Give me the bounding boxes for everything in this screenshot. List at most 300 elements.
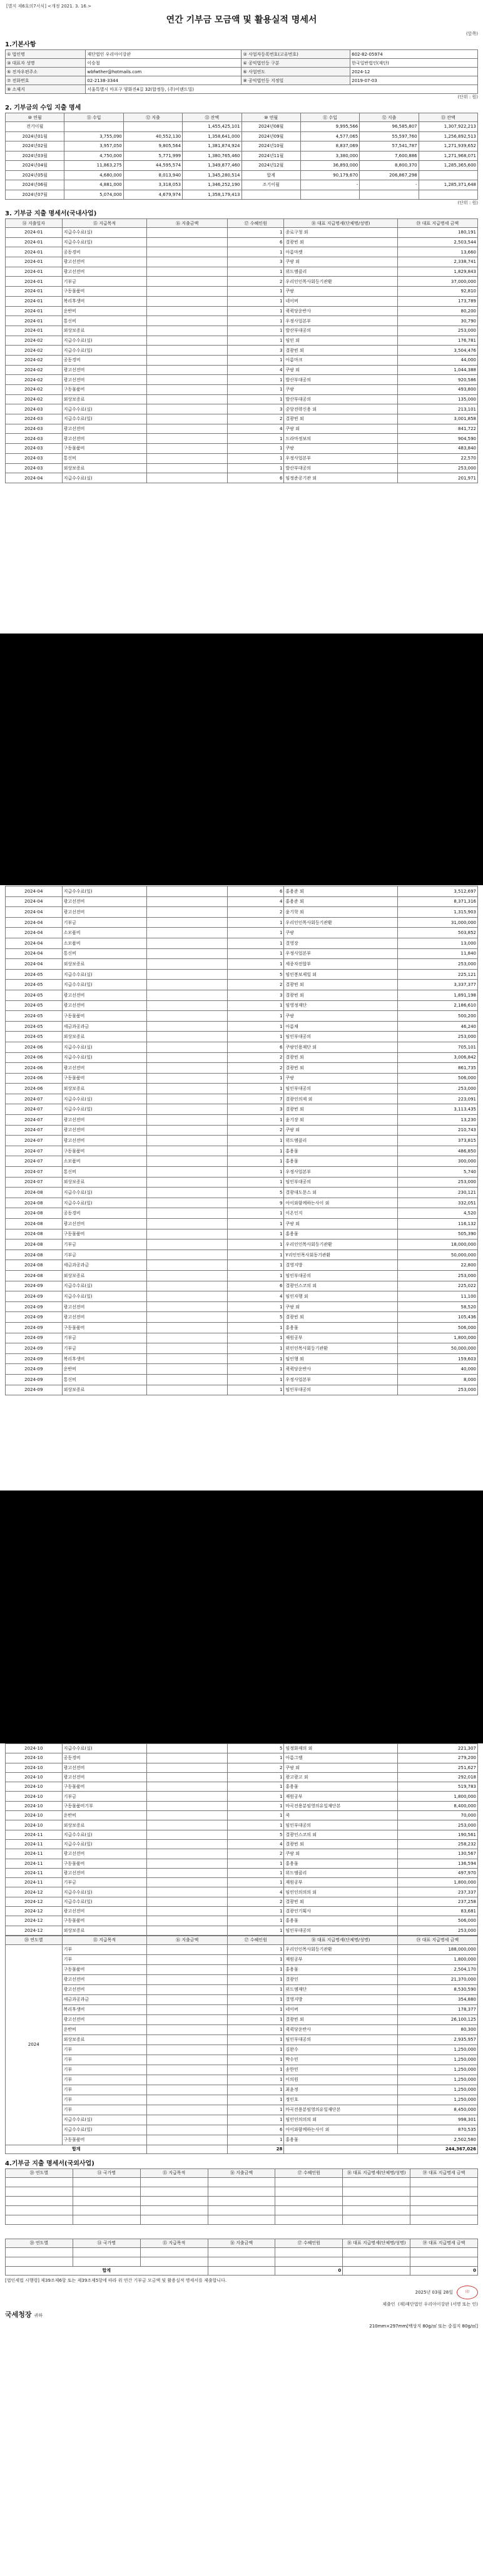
expense-purpose: 통신비 (62, 948, 147, 959)
summary-purpose: 광고선전비 (62, 1974, 147, 1984)
expense-amount (147, 346, 227, 356)
expense-purpose: 지급수수료(실) (62, 1744, 147, 1753)
summary-header-0: ⑳ 연도별 (6, 1936, 63, 1944)
expense-amount (147, 1385, 227, 1395)
payee-amount: 1,800,000 (397, 1333, 477, 1343)
summary-row (6, 2065, 478, 2075)
expense-purpose: 지급수수료(일) (62, 1198, 147, 1208)
table-row (6, 346, 478, 356)
beneficiary-count: 1 (227, 1301, 284, 1312)
expense-date: 2024-11 (6, 1859, 63, 1868)
summary-payee: 이의원 (284, 2075, 397, 2085)
payee-name: 결광빈 외 (284, 1312, 397, 1323)
beneficiary-count: 4 (227, 365, 284, 375)
expense-purpose: 지급수수료(실) (62, 336, 147, 346)
basic-label: ③ 대표자 성명 (6, 59, 86, 68)
beneficiary-count: 1 (227, 434, 284, 444)
summary-row (6, 2014, 478, 2024)
payee-amount: 237,337 (397, 1887, 477, 1897)
payee-amount: 135,000 (397, 394, 477, 404)
table-row (6, 414, 478, 424)
beneficiary-count: 1 (227, 247, 284, 257)
beneficiary-count: 3 (227, 257, 284, 267)
table-row (6, 1291, 478, 1302)
beneficiary-count: 1 (227, 928, 284, 938)
expense-amount (147, 1782, 227, 1792)
income-expense-table (5, 113, 478, 200)
expense-purpose: 지급수수료(실) (62, 1830, 147, 1839)
basic-row (6, 50, 478, 59)
table-row (6, 1125, 478, 1136)
payee-name: 쿠팡 외 (284, 1849, 397, 1859)
summary-payee-amount: 178,377 (397, 2004, 477, 2014)
income-cell: 9,805,564 (123, 141, 182, 151)
expense-purpose: 구동물품비 (62, 1073, 147, 1084)
payee-amount: 237,258 (397, 1897, 477, 1906)
payee-amount: 3,113,435 (397, 1104, 477, 1115)
expense-amount (147, 365, 227, 375)
domestic-summary-table (5, 1936, 478, 2154)
income-cell (64, 122, 123, 132)
payee-name: 홍용물 (284, 1782, 397, 1792)
table-row (6, 1887, 478, 1897)
redaction-band-2 (0, 1491, 483, 1743)
table-row (6, 1782, 478, 1792)
payee-amount: 180,191 (397, 228, 477, 238)
domestic-header-4: ⑱ 대표 지급명세(단체명/성명) (284, 219, 397, 228)
expense-amount (147, 287, 227, 297)
table-row (6, 1916, 478, 1926)
foreign-expense-table (5, 2168, 478, 2225)
expense-purpose: 광고선전비 (62, 375, 147, 385)
income-cell: 4,750,000 (64, 151, 123, 161)
foreign-cell (140, 2247, 208, 2257)
payee-amount: 332,051 (397, 1198, 477, 1208)
summary-purpose: 세금과공과금 (62, 1994, 147, 2004)
table-row (6, 453, 478, 463)
table-row (6, 1156, 478, 1167)
foreign2-header-3: ⑯ 지출금액 (208, 2239, 275, 2247)
expense-amount (147, 1188, 227, 1198)
income-cell: 1,358,641,000 (183, 131, 242, 141)
expense-purpose: 구동물품비 (62, 1916, 147, 1926)
foreign-cell (343, 2187, 410, 2196)
domestic-header-1: ⑮ 지급목적 (62, 219, 147, 228)
beneficiary-count: 3 (227, 1104, 284, 1115)
expense-amount (147, 1021, 227, 1032)
expense-amount (147, 1011, 227, 1022)
payee-amount: 176,781 (397, 336, 477, 346)
beneficiary-count: 4 (227, 1291, 284, 1302)
expense-purpose: 기부금 (62, 1250, 147, 1260)
beneficiary-count: 1 (227, 1801, 284, 1810)
declaration-note: [법인세법 시행령] 제39조제6항 또는 제39조제5항에 따라 위 연간 기부금 모금액 및 활용실적 명세서를 제출합니다. (5, 2277, 227, 2283)
payee-name: 임정화재의 외 (284, 1744, 397, 1753)
expense-date: 2024-12 (6, 1897, 63, 1906)
payee-name: 임인부대공의 (284, 1032, 397, 1042)
beneficiary-count: 1 (227, 1333, 284, 1343)
expense-purpose: 광고선전비 (62, 1000, 147, 1011)
summary-purpose: 기부 (62, 1954, 147, 1964)
foreign-cell (140, 2196, 208, 2205)
expense-purpose: 지급수수료(일) (62, 414, 147, 424)
foreign2-header-4: ⑰ 수혜인원 (275, 2239, 343, 2247)
table-row (6, 1811, 478, 1820)
beneficiary-count: 5 (227, 1188, 284, 1198)
payee-name: 결광인스코의 외 (284, 1830, 397, 1839)
payee-name: 결광빈 외 (284, 1897, 397, 1906)
payee-name: 발산부대공의 (284, 375, 397, 385)
expense-date: 2024-04 (6, 928, 63, 938)
payee-name: 결광대도문스 외 (284, 1188, 397, 1198)
table-row (6, 1104, 478, 1115)
payee-amount: 253,000 (397, 1084, 477, 1094)
payee-name: 결광빈 외 (284, 1104, 397, 1115)
expense-amount (147, 453, 227, 463)
expense-amount (147, 1156, 227, 1167)
expense-purpose: 통신비 (62, 1374, 147, 1385)
expense-amount (147, 1916, 227, 1926)
summary-amount (147, 2024, 227, 2035)
table-row (6, 444, 478, 454)
summary-amount (147, 2045, 227, 2055)
payee-amount: 201,971 (397, 473, 477, 483)
foreign-cell (73, 2257, 140, 2266)
expense-purpose: 광고선전비 (62, 1125, 147, 1136)
expense-purpose: 소모품비 (62, 938, 147, 948)
payee-name: 홍용준 외 (284, 886, 397, 897)
income-cell: 3,380,000 (300, 151, 359, 161)
summary-purpose: 지급수수료(일) (62, 2125, 147, 2135)
expense-amount (147, 247, 227, 257)
payee-name: 임인인의의의 외 (284, 1887, 397, 1897)
beneficiary-count: 1 (227, 375, 284, 385)
beneficiary-count: 3 (227, 990, 284, 1000)
expense-date: 2024-01 (6, 316, 63, 326)
summary-purpose: 기부 (62, 2075, 147, 2085)
summary-purpose: 외상보증료 (62, 2035, 147, 2045)
summary-purpose: 기부 (62, 1944, 147, 1954)
payee-amount: 159,603 (397, 1353, 477, 1364)
foreign-cell (410, 2177, 478, 2187)
expense-date: 2024-09 (6, 1374, 63, 1385)
table-row (6, 1374, 478, 1385)
beneficiary-count: 1 (227, 296, 284, 306)
expense-date: 2024-06 (6, 1063, 63, 1074)
income-header-3: ⑬ 잔액 (183, 113, 242, 122)
payee-amount: 2,186,610 (397, 1000, 477, 1011)
expense-purpose: 기부금 (62, 917, 147, 928)
foreign2-header-1: ⑭ 국가명 (73, 2239, 140, 2247)
payee-name: 결광빈 외 (284, 1052, 397, 1063)
foreign-cell (275, 2205, 343, 2215)
expense-date: 2024-08 (6, 1198, 63, 1208)
expense-amount (147, 385, 227, 395)
table-row (6, 948, 478, 959)
payee-name: 아름채 (284, 1021, 397, 1032)
income-cell: 96,585,807 (360, 122, 419, 132)
payee-amount: 500,200 (397, 1011, 477, 1022)
expense-date: 2024-02 (6, 355, 63, 365)
expense-purpose: 광고선전비 (62, 1312, 147, 1323)
income-cell: 조기이월 (242, 180, 300, 190)
expense-amount (147, 404, 227, 414)
table-row (6, 277, 478, 287)
table-row (6, 228, 478, 238)
beneficiary-count: 5 (227, 969, 284, 980)
basic-row (6, 68, 478, 76)
expense-amount (147, 1333, 227, 1343)
expense-date: 2024-03 (6, 434, 63, 444)
payee-name: 결광인기획사 (284, 1907, 397, 1916)
beneficiary-count: 1 (227, 1926, 284, 1935)
summary-amount (147, 2135, 227, 2145)
summary-amount (147, 2035, 227, 2045)
basic-label: ⑥ 사업연도 (242, 68, 350, 76)
expense-date: 2024-04 (6, 917, 63, 928)
expense-date: 2024-08 (6, 1250, 63, 1260)
payee-amount: 13,000 (397, 938, 477, 948)
foreign-row (6, 2177, 478, 2187)
beneficiary-count: 1 (227, 1374, 284, 1385)
expense-purpose: 공동경비 (62, 247, 147, 257)
basic-value: 한국일반법인(재단) (350, 59, 478, 68)
beneficiary-count: 2 (227, 1063, 284, 1074)
payee-amount: 486,850 (397, 1146, 477, 1156)
expense-date: 2024-09 (6, 1353, 63, 1364)
payee-name: 위인인목사회등기관환 (284, 1343, 397, 1354)
expense-purpose: 구동물품비 (62, 1229, 147, 1239)
beneficiary-count: 2 (227, 1897, 284, 1906)
expense-purpose: 외상보증료 (62, 1270, 147, 1281)
beneficiary-count: 1 (227, 1032, 284, 1042)
expense-purpose: 구동물품비 (62, 287, 147, 297)
summary-amount (147, 2125, 227, 2135)
expense-purpose: 지급수수료(실) (62, 1094, 147, 1104)
income-cell: 1,345,280,514 (183, 170, 242, 180)
foreign-cell (208, 2215, 275, 2224)
foreign-total-count: 0 (275, 2266, 343, 2275)
payee-amount: 3,337,377 (397, 980, 477, 990)
summary-payee-amount: 8,530,590 (397, 1984, 477, 1994)
income-row (6, 190, 478, 200)
summary-row (6, 2125, 478, 2135)
table-row (6, 1801, 478, 1810)
expense-amount (147, 1177, 227, 1188)
summary-purpose: 구동물품비 (62, 1964, 147, 1974)
expense-purpose: 통신비 (62, 453, 147, 463)
expense-purpose: 지급수수료(일) (62, 1839, 147, 1849)
foreign-cell (343, 2215, 410, 2224)
foreign-cell (6, 2187, 73, 2196)
expense-date: 2024-03 (6, 404, 63, 414)
expense-date: 2024-01 (6, 267, 63, 277)
summary-row (6, 2095, 478, 2105)
summary-count: 6 (227, 2125, 284, 2135)
summary-payee: 임인인의의의 외 (284, 2115, 397, 2125)
payee-amount: 506,000 (397, 1916, 477, 1926)
foreign-cell (73, 2187, 140, 2196)
table-row (6, 1000, 478, 1011)
expense-date: 2024-04 (6, 896, 63, 907)
income-cell: 전기이월 (6, 122, 64, 132)
payee-name: 임인 외 (284, 336, 397, 346)
payee-name: 아름마크 (284, 355, 397, 365)
foreign-header-4: ⑰ 수혜인원 (275, 2168, 343, 2177)
expense-date: 2024-04 (6, 959, 63, 970)
payee-name: 결광빈 외 (284, 346, 397, 356)
table-row (6, 1753, 478, 1763)
income-cell: 4,577,065 (300, 131, 359, 141)
summary-purpose: 기부 (62, 2045, 147, 2055)
table-row (6, 1744, 478, 1753)
expense-amount (147, 1907, 227, 1916)
payee-name: 결광빈 외 (284, 414, 397, 424)
summary-payee: 송한민 (284, 2065, 397, 2075)
expense-amount (147, 444, 227, 454)
summary-amount (147, 1984, 227, 1994)
expense-purpose: 운반비 (62, 306, 147, 316)
expense-date: 2024-01 (6, 247, 63, 257)
expense-amount (147, 1839, 227, 1849)
redaction-band-1 (0, 634, 483, 885)
payee-name: 홍용물 (284, 1156, 397, 1167)
foreign-cell (6, 2257, 73, 2266)
beneficiary-count: 1 (227, 1753, 284, 1763)
expense-purpose: 기부금 (62, 1878, 147, 1887)
expense-amount (147, 980, 227, 990)
summary-payee: 결광인 (284, 1974, 397, 1984)
income-row (6, 151, 478, 161)
total-count: 28 (227, 2145, 284, 2153)
expense-purpose: 광고선전비 (62, 1763, 147, 1772)
expense-amount (147, 1859, 227, 1868)
summary-header-1: ⑮ 지급목적 (62, 1936, 147, 1944)
income-cell: 3,318,053 (123, 180, 182, 190)
beneficiary-count: 1 (227, 355, 284, 365)
payee-amount: 230,121 (397, 1188, 477, 1198)
expense-date: 2024-02 (6, 394, 63, 404)
payee-name: 재원공부 (284, 1878, 397, 1887)
beneficiary-count: 1 (227, 444, 284, 454)
expense-purpose: 공동경비 (62, 1208, 147, 1219)
expense-amount (147, 1281, 227, 1291)
page-title: 연간 기부금 모금액 및 활용실적 명세서 (166, 15, 317, 25)
expense-purpose: 외상보증료 (62, 1926, 147, 1935)
expense-amount (147, 1084, 227, 1094)
summary-payee-amount: 26,100,125 (397, 2014, 477, 2024)
expense-amount (147, 434, 227, 444)
foreign-cell (208, 2257, 275, 2266)
foreign-cell (410, 2247, 478, 2257)
income-cell: 2024년03월 (6, 151, 64, 161)
expense-date: 2024-07 (6, 1136, 63, 1146)
payee-amount: 22,800 (397, 1260, 477, 1271)
payee-name: 홍용물 (284, 1322, 397, 1333)
foreign-cell (6, 2247, 73, 2257)
foreign-cell (410, 2215, 478, 2224)
expense-date: 2024-08 (6, 1219, 63, 1229)
domestic-expense-table-2 (5, 886, 478, 1395)
beneficiary-count: 3 (227, 404, 284, 414)
payee-name: 임인부대공의 (284, 1820, 397, 1830)
table-row (6, 1926, 478, 1935)
table-row (6, 938, 478, 948)
expense-purpose: 운반비 (62, 1811, 147, 1820)
beneficiary-count: 1 (227, 1782, 284, 1792)
foreign2-header-2: ⑮ 지급목적 (140, 2239, 208, 2247)
summary-payee: 홍용물 (284, 2135, 397, 2145)
income-row (6, 131, 478, 141)
total-amount: 244,367,026 (397, 2145, 477, 2153)
basic-value: 이승철 (86, 59, 242, 68)
summary-count: 1 (227, 2014, 284, 2024)
beneficiary-count: 1 (227, 1260, 284, 1271)
table-row (6, 1849, 478, 1859)
expense-purpose: 세금과공과금 (62, 1260, 147, 1271)
expense-date: 2024-04 (6, 886, 63, 897)
expense-date: 2024-12 (6, 1907, 63, 1916)
income-cell: 2024년11월 (242, 151, 300, 161)
expense-purpose: 지급수수료(실) (62, 228, 147, 238)
beneficiary-count: 1 (227, 316, 284, 326)
expense-amount (147, 228, 227, 238)
expense-amount (147, 336, 227, 346)
expense-purpose: 광고선전비 (62, 1219, 147, 1229)
expense-date: 2024-05 (6, 1021, 63, 1032)
expense-date: 2024-05 (6, 980, 63, 990)
foreign-header-0: ⑳ 연도별 (6, 2168, 73, 2177)
beneficiary-count: 4 (227, 1887, 284, 1897)
table-row (6, 1115, 478, 1126)
expense-date: 2024-09 (6, 1281, 63, 1291)
payee-name: 결광인의제 외 (284, 1094, 397, 1104)
expense-amount (147, 257, 227, 267)
expense-amount (147, 1801, 227, 1810)
foreign-cell (140, 2205, 208, 2215)
payee-name: 임인행 외 (284, 1353, 397, 1364)
expense-amount (147, 1073, 227, 1084)
payee-amount: 46,240 (397, 1021, 477, 1032)
basic-info-table (5, 49, 478, 94)
beneficiary-count: 1 (227, 1136, 284, 1146)
summary-purpose: 복리후생비 (62, 2004, 147, 2014)
expense-amount (147, 1820, 227, 1830)
expense-purpose: 광고선전비 (62, 1136, 147, 1146)
income-row (6, 180, 478, 190)
beneficiary-count: 2 (227, 980, 284, 990)
summary-count: 1 (227, 1944, 284, 1954)
domestic-header-5: ⑲ 대표 지급명세 금액 (397, 219, 477, 228)
income-row (6, 161, 478, 171)
payee-amount: 1,044,388 (397, 365, 477, 375)
expense-purpose: 외상보증료 (62, 1385, 147, 1395)
expense-amount (147, 1792, 227, 1801)
beneficiary-count: 6 (227, 473, 284, 483)
payee-amount: 506,000 (397, 1322, 477, 1333)
payee-name: 임정준공기관 외 (284, 473, 397, 483)
payee-name: 우리인인목사회등기관환 (284, 917, 397, 928)
expense-amount (147, 938, 227, 948)
basic-label: ⑤ 전자우편주소 (6, 68, 86, 76)
beneficiary-count: 1 (227, 1021, 284, 1032)
table-row (6, 1167, 478, 1178)
payee-name: 결영지방 (284, 1260, 397, 1271)
payee-name: 위드엠클리 (284, 1136, 397, 1146)
beneficiary-count: 2 (227, 907, 284, 918)
table-row (6, 1353, 478, 1364)
summary-count: 1 (227, 2045, 284, 2055)
